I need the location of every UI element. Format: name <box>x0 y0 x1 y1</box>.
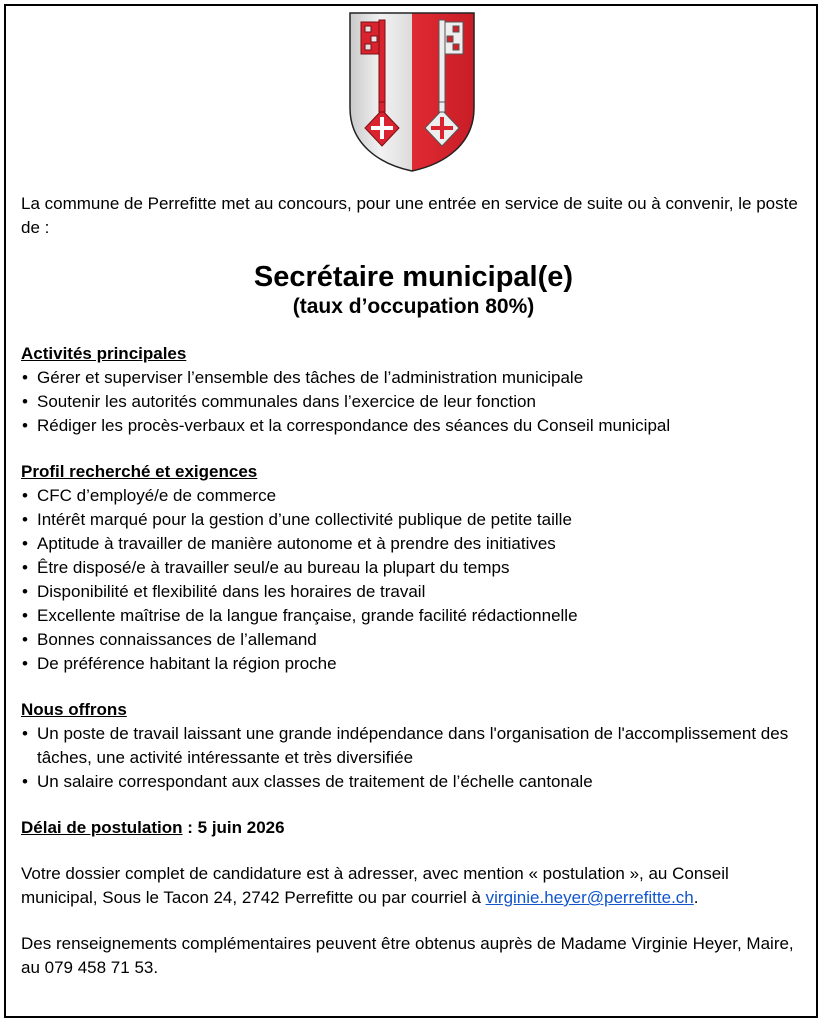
section-heading: Activités principales <box>21 344 187 363</box>
job-title: Secrétaire municipal(e) <box>253 261 574 293</box>
list-item: • Gérer et superviser l’ensemble des tâches de l’administration municipale <box>21 366 806 390</box>
list-item: • De préférence habitant la région proche <box>21 652 806 676</box>
coat-of-arms-logo <box>349 12 475 172</box>
contact-info: Des renseignements complémentaires peuvent être obtenus auprès de Madame Virginie Heyer, Maire, au 079 458 71 53. <box>21 934 794 977</box>
list-item: • Rédiger les procès-verbaux et la correspondance des séances du Conseil municipal <box>21 414 806 438</box>
section-heading: Profil recherché et exigences <box>21 462 258 481</box>
intro-text: La commune de Perrefitte met au concours, pour une entrée en service de suite ou à convenir, le poste de : <box>21 194 798 237</box>
deadline-label: Délai de postulation <box>21 818 183 837</box>
offer-list <box>21 722 806 794</box>
application-deadline <box>21 816 806 840</box>
application-instructions <box>21 862 806 910</box>
job-posting <box>21 192 806 980</box>
activities-list <box>21 366 806 438</box>
section-heading: Nous offrons <box>21 700 127 719</box>
list-item: • CFC d’employé/e de commerce <box>21 484 806 508</box>
list-item: • Soutenir les autorités communales dans l’exercice de leur fonction <box>21 390 806 414</box>
list-item: • Un poste de travail laissant une grande indépendance dans l'organisation de l'accomplissement des tâches, une activité intéressante et très diversifiée <box>21 722 806 770</box>
list-item: • Bonnes connaissances de l’allemand <box>21 628 806 652</box>
list-item: • Être disposé/e à travailler seul/e au bureau la plupart du temps <box>21 556 806 580</box>
list-item: • Un salaire correspondant aux classes de traitement de l’échelle cantonale <box>21 770 806 794</box>
list-item: • Aptitude à travailler de manière autonome et à prendre des initiatives <box>21 532 806 556</box>
application-text: Votre dossier complet de candidature est à adresser, avec mention « postulation », au Conseil municipal, Sous le Tacon 24, 2742 Perrefitte ou par courriel à <box>21 864 729 907</box>
section-activities <box>21 342 806 438</box>
list-item: • Excellente maîtrise de la langue française, grande facilité rédactionnelle <box>21 604 806 628</box>
application-end: . <box>693 888 699 907</box>
email-link[interactable]: virginie.heyer@perrefitte.ch <box>485 888 694 907</box>
section-profile <box>21 460 806 676</box>
list-item: • Disponibilité et flexibilité dans les horaires de travail <box>21 580 806 604</box>
job-subtitle: (taux d’occupation 80%) <box>292 295 535 318</box>
profile-list <box>21 484 806 676</box>
section-offer <box>21 698 806 794</box>
deadline-date: 5 juin 2026 <box>197 818 285 837</box>
list-item: • Intérêt marqué pour la gestion d’une collectivité publique de petite taille <box>21 508 806 532</box>
deadline-separator: : <box>182 818 198 837</box>
